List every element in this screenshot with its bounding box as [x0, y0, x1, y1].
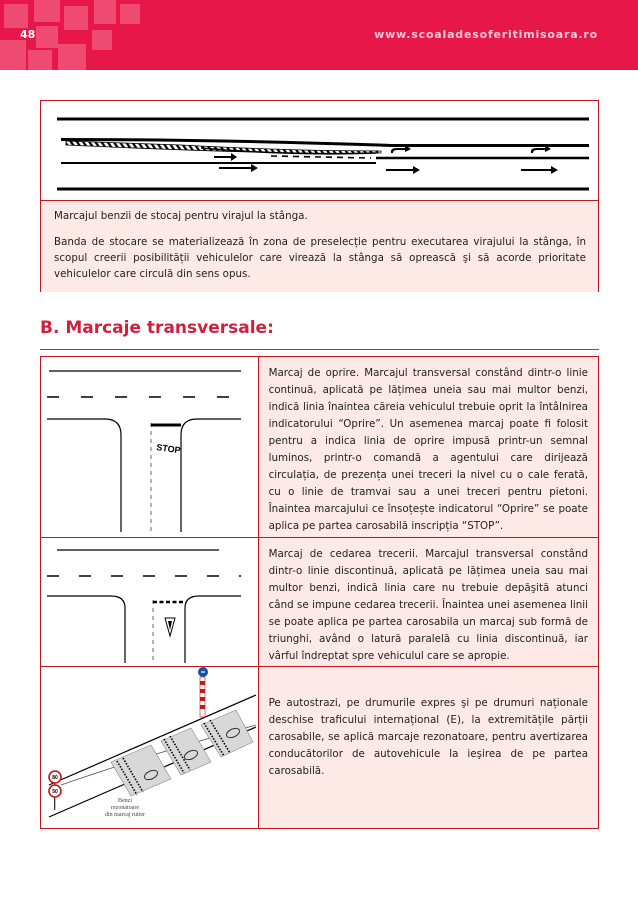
left-turn-arrow-icon — [214, 153, 237, 161]
illustration-caption: Benzi rezonatoare din marcaj rutier — [105, 798, 145, 818]
svg-text:50: 50 — [52, 789, 58, 795]
header-decoration-square — [58, 44, 86, 70]
yield-line-drawing — [41, 538, 258, 666]
caption-title: Marcajul benzii de stocaj pentru virajul la stânga. — [54, 210, 308, 222]
transverse-markings-table — [40, 356, 599, 829]
table-row — [41, 357, 598, 538]
caption-body: Banda de stocare se materializează în zona de preselecție pentru executarea virajului la stânga, în scopul creerii posibilității vehiculelor care virează la stânga să oprească şi să acorde prioritate vehiculelor care circulă din sens opus. — [54, 236, 586, 280]
storage-lane-drawing — [41, 101, 598, 200]
header-decoration-square — [0, 40, 26, 70]
stop-road-marking: STOP — [155, 442, 182, 456]
header-decoration-square — [4, 4, 28, 28]
storage-lane-illustration — [41, 101, 598, 200]
storage-lane-caption — [41, 200, 598, 292]
stop-line-description: Marcaj de oprire. Marcajul transversal constând dintr-o linie continuă, aplicată pe lățimea uneia sau mai multor benzi, indică linia înaintea căreia vehiculul trebuie oprit la întâlnirea indicatorului “Oprire”. Un asemenea marcaj poate fi folosit pentru a indica linia de oprire impusă printr-un semnal luminos, printr-o comandă a agentului care dirijează circulația, de prezența unei treceri la nivel cu o cale ferată, cu o linie de tramvai sau a unei treceri pentru pietoni. Înaintea marcajului ce însoțește indicatorul “Oprire” se poate aplica pe partea carosabilă inscripția “STOP”. — [259, 357, 598, 537]
straight-arrow-icon — [219, 164, 258, 172]
stop-line-illustration — [41, 357, 259, 537]
rumble-strips-illustration — [41, 667, 259, 828]
website-link[interactable]: www.scoaladesoferitimisoara.ro — [374, 28, 598, 41]
table-row — [41, 538, 598, 667]
storage-lane-figure — [40, 100, 599, 292]
rumble-strips-drawing — [41, 667, 258, 828]
section-title: B. Marcaje transversale: — [40, 318, 274, 338]
svg-text:80: 80 — [52, 775, 58, 781]
header-decoration-square — [94, 0, 116, 24]
yield-line-illustration — [41, 538, 259, 666]
page-number: 48 — [20, 28, 36, 41]
header-decoration-square — [36, 26, 58, 48]
header-decoration-square — [28, 50, 52, 70]
rumble-strips-description: Pe autostrazi, pe drumurile expres şi pe drumuri naționale deschise traficului internațional (E), la extremitățile părții carosabile, se aplică marcaje rezonatoare, pentru avertizarea conducătorilor de autovehicule la ieşirea de pe partea carosabilă. — [259, 667, 598, 828]
straight-arrow-icon — [521, 166, 558, 174]
page-header — [0, 0, 638, 70]
yield-line-description: Marcaj de cedarea trecerii. Marcajul transversal constând dintr-o linie discontinuă, aplicată pe lățimea uneia sau mai multor benzi, indică linia care nu trebuie depăşită atunci când se impune cedarea trecerii. Înaintea unei asemenea linii se poate aplica pe partea carosabila un marcaj sub formă de triunghi, având o latură paralelă cu linia discontinuă, iar vârful îndreptat spre vehiculul care se apropie. — [259, 538, 598, 666]
straight-arrow-icon — [386, 166, 420, 174]
stop-line-drawing — [41, 357, 258, 537]
header-decoration-square — [92, 30, 112, 50]
section-divider — [40, 349, 599, 350]
header-decoration-square — [34, 0, 60, 22]
header-decoration-square — [64, 6, 88, 30]
header-decoration-square — [120, 4, 140, 24]
table-row — [41, 667, 598, 828]
